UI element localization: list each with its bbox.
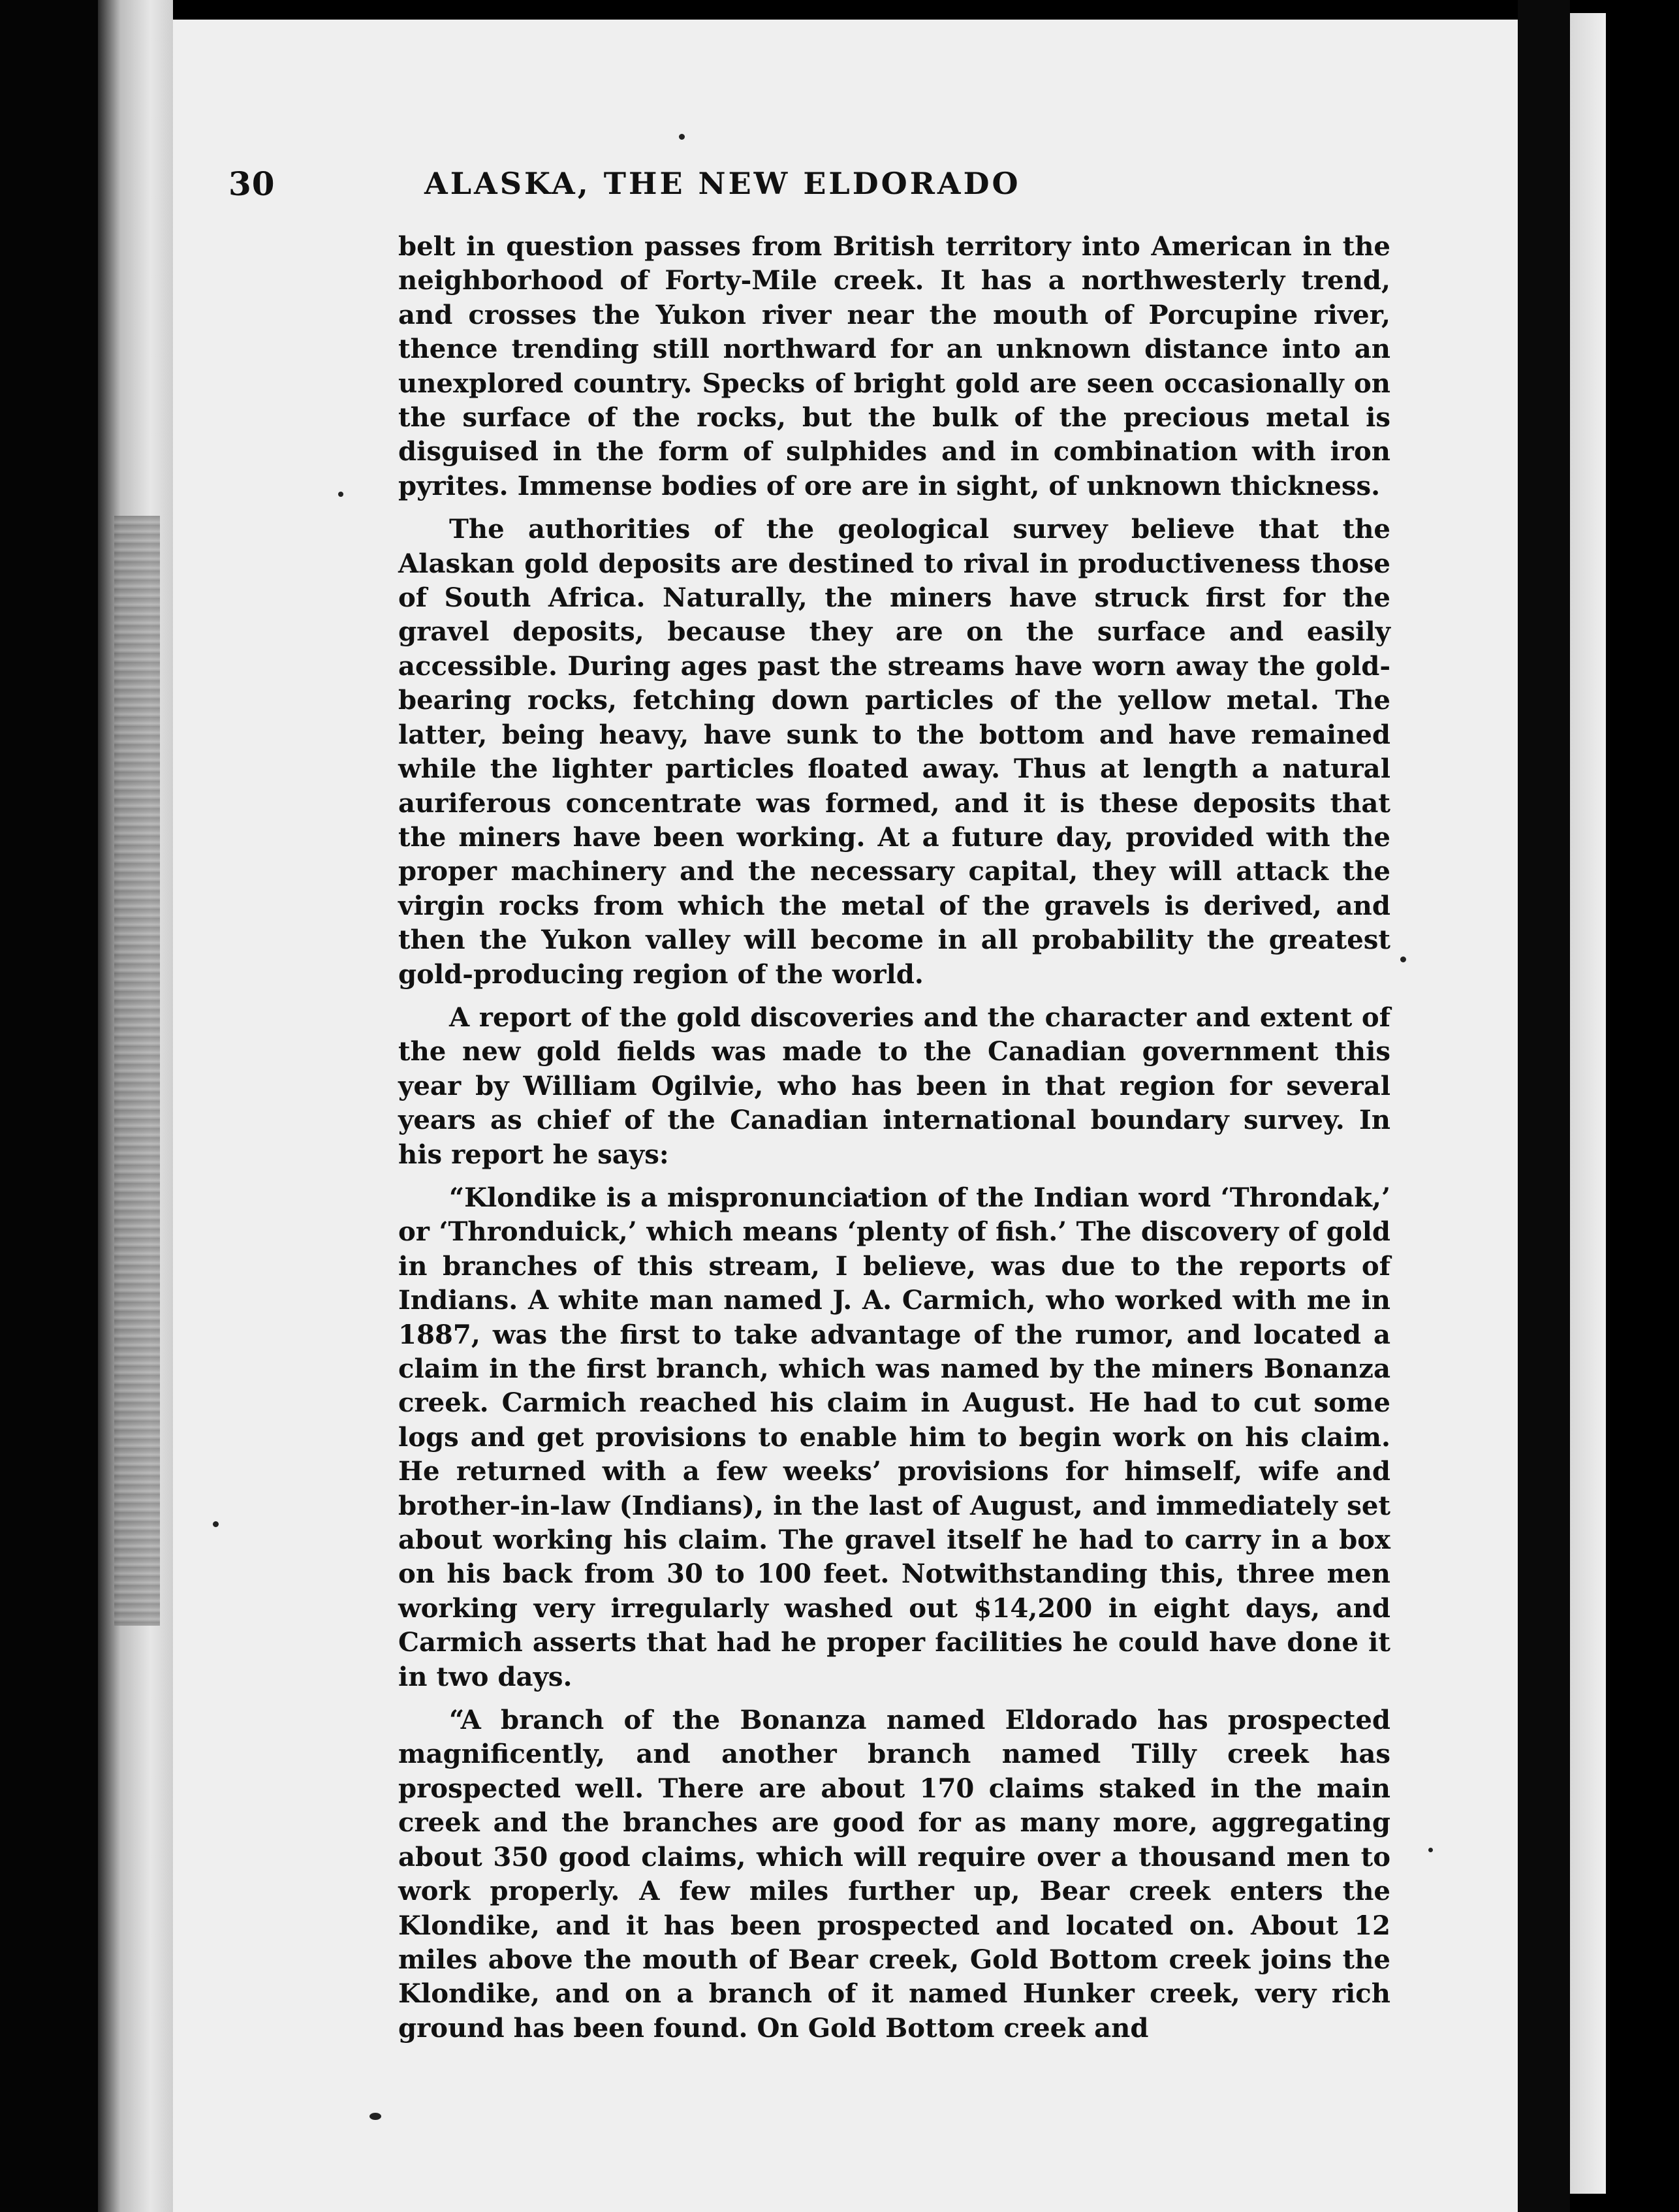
- next-page-edge: [1570, 13, 1606, 2194]
- bleed-through-spine-text: [114, 516, 160, 1626]
- page-number: 30: [228, 165, 275, 203]
- book-gutter-right: [1518, 0, 1570, 2212]
- running-head: [228, 165, 1247, 223]
- paragraph: “A branch of the Bonanza named Eldorado has prospected magnificently, and another branch named Tilly creek has prospected well. There are about 170 claims staked in the main creek and the branches are good for as many more, aggregating about 350 good claims, which will require over a thousand men to work properly. A few miles further up, Bear creek enters the Klondike, and it has been prospected and located on. About 12 miles above the mouth of Bear creek, Gold Bottom creek joins the Klondike, and on a branch of it named Hunker creek, very rich ground has been found. On Gold Bottom creek and: [398, 1705, 1390, 2044]
- paragraph: The authorities of the geological survey believe that the Alaskan gold deposits are destined to rival in productiveness those of South Africa. Naturally, the miners have struck first for the gravel deposits, because they are on the surface and easily accessible. During ages past the streams have worn away the gold-bearing rocks, fetching down particles of the yellow metal. The latter, being heavy, have sunk to the bottom and have remained while the lighter particles floated away. Thus at length a natural auriferous concentrate was formed, and it is these deposits that the miners have been working. At a future day, provided with the proper machinery and the necessary capital, they will attack the virgin rocks from which the metal of the gravels is derived, and then the Yukon valley will become in all probability the greatest gold-producing region of the world.: [398, 514, 1390, 990]
- paragraph: “Klondike is a mispronunciation of the Indian word ‘Throndak,’ or ‘Thronduick,’ which means ‘plenty of fish.’ The discovery of gold in branches of this stream, I believe, was due to the reports of Indians. A white man named J. A. Carmich, who worked with me in 1887, was the first to take advantage of the rumor, and located a claim in the first branch, which was named by the miners Bonanza creek. Carmich reached his claim in August. He had to cut some logs and get provisions to enable him to begin work on his claim. He returned with a few weeks’ provisions for himself, wife and brother-in-law (Indians), in the last of August, and immediately set about working his claim. The gravel itself he had to carry in a box on his back from 30 to 100 feet. Notwithstanding this, three men working very irregularly washed out $14,200 in eight days, and Carmich asserts that had he proper facilities he could have done it in two days.: [398, 1182, 1390, 1692]
- book-right-edge: [1606, 0, 1679, 2212]
- book-left-edge: [0, 0, 98, 2212]
- paragraph: A report of the gold discoveries and the character and extent of the new gold fields was made to the Canadian government this year by William Ogilvie, who has been in that region for several years as chief of the Canadian international boundary survey. In his report he says:: [398, 1002, 1390, 1170]
- paragraph: belt in question passes from British territory into American in the neighborhood of Forty-Mile creek. It has a northwesterly trend, and crosses the Yukon river near the mouth of Porcupine river, thence trending still northward for an unknown distance into an unexplored country. Specks of bright gold are seen occasionally on the surface of the rocks, but the bulk of the precious metal is disguised in the form of sulphides and in combination with iron pyrites. Immense bodies of ore are in sight, of unknown thickness.: [398, 231, 1390, 501]
- body-text: [398, 230, 1390, 2046]
- running-head-title: ALASKA, THE NEW ELDORADO: [424, 166, 1021, 201]
